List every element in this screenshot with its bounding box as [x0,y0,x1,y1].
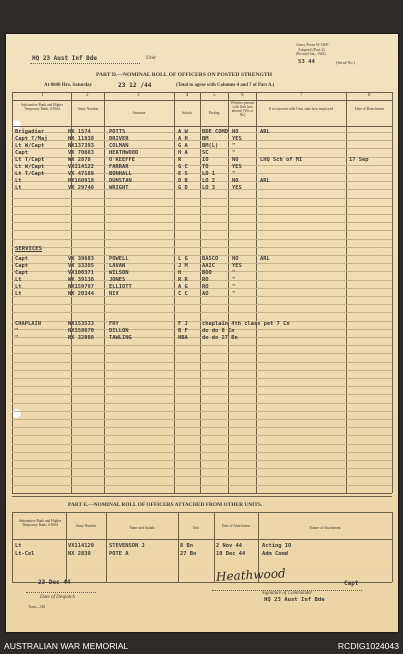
part-e-col-header: Substantive Rank and Higher Temporary Rank, if Held [18,519,62,527]
col-number: 6 [241,93,244,98]
table-cell-number: VX 70883 [68,150,94,156]
ruled-line [12,460,392,461]
table-cell-surname: WRIGHT [109,185,129,191]
unit-value: HQ 23 Aust Inf Bde [32,55,98,62]
table-cell-posting: TO [202,164,209,170]
punch-hole [12,120,21,129]
chaplain-surname: TAWLING [109,335,132,341]
table-cell-present: " [232,171,236,177]
date-prefix: At 0600 Hrs. Saturday [44,83,93,88]
ruled-line [12,411,392,412]
ruled-line [12,362,392,363]
table-cell-posting: BM(L) [202,143,219,149]
table-cell-posting: LO 2 [202,178,215,184]
table-cell-initials: H [178,270,182,276]
col-header: Posting [208,111,220,115]
form-ref-2: Adapted (Part 2) [298,47,325,52]
table-cell-initials: G C [178,164,188,170]
chaplain-initials: F J [178,321,188,327]
table-cell-present: NO [232,129,239,135]
col-number: 2 [86,93,89,98]
table-cell-rank: Lt [15,284,22,290]
col-header: Date of Detachment [355,107,384,111]
chaplain-note: do do 27 Bn [202,335,238,341]
table-cell-surname: DRIVER [109,136,129,142]
table-cell-present: " [232,270,236,276]
chaplain-initials: B F [178,328,188,334]
part-e-title: PART E.—NOMINAL ROLL OF OFFICERS ATTACHED FROM OTHER UNITS. [68,502,263,508]
table-cell-present: NO [232,157,239,163]
table-cell-surname: NIX [109,291,119,297]
table-cell-surname: WILSON [109,270,129,276]
table-cell-surname: ELLIOTT [109,284,132,290]
table-cell-rank: Lt [15,277,22,283]
ruled-line [12,444,392,445]
serial-value: 53 44 [298,59,315,65]
col-number: 4 [186,93,189,98]
ruled-line [12,452,392,453]
date-value: 23 12 /44 [118,82,152,89]
archive-footer [0,638,403,654]
attached-cell-number: NX 2830 [68,550,91,557]
signature-rank: Capt [344,580,359,587]
signature: Heathwood [215,566,287,584]
part-e-col-header: Unit [192,526,200,530]
table-cell-surname: HEATHWOOD [109,150,139,156]
part-e-col-header: Army Number [75,524,97,528]
table-cell-initials: R R [178,277,188,283]
chaplain-note: do do 8 Cn [202,328,235,334]
chaplain-number: NX153533 [68,321,94,327]
table-cell-surname: COLMAN [109,143,129,149]
table-cell-posting: IO [202,157,209,163]
table-cell-employed: ARL [260,129,270,135]
ruled-line [12,427,392,428]
table-cell-initials: L G [178,256,188,262]
table-cell-rank: Capt [15,150,28,156]
table-cell-number: VX114122 [68,164,94,170]
table-cell-rank: Capt [15,256,28,262]
attached-cell-date: 2 Nov 44 [216,543,242,549]
table-cell-present: " [232,277,236,283]
table-cell-rank: Lt W/Capt [15,164,45,170]
ruled-line [12,370,392,371]
archive-reference: RCDIG1024043 [337,641,399,651]
table-cell-rank: Lt [15,291,22,297]
table-cell-present: YES [232,136,242,142]
attached-cell-date: 10 Dec 44 [216,550,246,557]
attached-cell-name: POTE A [109,550,129,557]
ruled-line [12,304,392,305]
attached-cell-unit: 8 Bn [180,543,193,549]
table-cell-present: YES [232,164,242,170]
attached-cell-number: VX114120 [68,543,94,549]
table-cell-surname: JONES [109,277,126,283]
table-cell-initials: J M [178,263,188,269]
date-note: (Total to agree with Columns 4 and 7 of Part A.) [176,83,275,88]
table-cell-posting: AO [202,291,209,297]
ruled-line [12,394,392,395]
table-cell-posting: BDE COMD [202,129,228,135]
table-cell-surname: FARRAR [109,164,129,170]
table-cell-posting: AAIC [202,263,215,269]
chaplain-number: NX 32808 [68,335,94,341]
attached-cell-nature: Acting IO [262,543,292,549]
table-cell-present: YES [232,185,242,191]
table-cell-initials: A H [178,136,188,142]
chaplain-rank: " [15,335,19,341]
table-cell-rank: Lt [15,178,22,184]
attached-cell-rank: Lt-Col [15,550,35,557]
services-label: SERVICES [15,246,42,252]
table-cell-number: NX 20344 [68,291,94,297]
table-cell-initials: C C [178,291,188,297]
commander-unit: HQ 23 Aust Inf Bde [264,597,325,603]
table-cell-initials: E S [178,171,188,177]
ruled-line [12,476,392,477]
document-page [6,34,398,632]
table-cell-posting: LO 3 [202,185,215,191]
table-cell-number: NX160918 [68,178,94,184]
table-cell-surname: POTTS [109,129,126,135]
table-cell-employed: ARL [260,256,270,262]
ruled-line [12,435,392,436]
col-header: Army Number [77,107,99,111]
ruled-line [12,206,392,207]
part-e-col-header: Nature of Attachment [309,526,341,530]
table-cell-present: " [232,284,236,290]
table-cell-present: " [232,150,236,156]
table-cell-surname: LAVAN [109,263,126,269]
table-cell-posting: SC [202,150,209,156]
table-cell-surname: POWELL [109,256,129,262]
table-cell-employed: LHQ Sch of MI [260,157,303,163]
despatch-date: 23 Dec 44 [38,579,71,586]
table-cell-rank: Lt T/Capt [15,171,45,177]
table-cell-number: WX 2878 [68,157,91,163]
table-cell-number: NX159797 [68,284,94,290]
table-cell-number: NX 1574 [68,129,91,135]
table-cell-number: NX137393 [68,143,94,149]
table-cell-posting: BM [202,136,209,142]
chaplain-surname: FRY [109,321,119,327]
chaplain-note: chaplain 4th class pet 7 Cn [202,321,290,327]
chaplain-rank: " [15,328,19,334]
table-cell-present: NO [232,178,239,184]
ruled-line [12,247,392,248]
ruled-line [12,230,392,231]
despatch-label: Date of Despatch [40,595,75,600]
table-cell-initials: D B [178,178,188,184]
col-header: Substantive Rank and Higher Temporary Rank, if Held [20,103,64,111]
table-cell-date: 17 Sep [349,157,369,163]
ruled-line [12,378,392,379]
col-number: 3 [137,93,140,98]
table-cell-number: NX 11838 [68,136,94,142]
table-cell-surname: O'KEEFFE [109,157,135,163]
table-cell-posting: BASCO [202,256,219,262]
form-ref-1: Army Form W.3369 [296,42,329,47]
table-cell-rank: Capt [15,270,28,276]
part-d-title: PART D.—NOMINAL ROLL OF OFFICERS ON POSTED STRENGTH [96,72,272,78]
part-e-col-header: Name and Initials [129,526,155,530]
table-cell-rank: Lt W/Capt [15,143,45,149]
attached-cell-rank: Lt [15,543,22,549]
attached-cell-unit: 27 Bn [180,550,197,557]
col-header: Surname [132,111,146,115]
table-cell-rank: Capt [15,263,28,269]
part-e-col-header: Date of Attachment [221,524,251,528]
unit-label: Unit [146,55,156,61]
table-cell-rank: Lt T/Capt [15,157,45,163]
ruled-line [12,222,392,223]
chaplain-surname: DILLON [109,328,129,334]
table-cell-number: VX 47188 [68,171,94,177]
table-cell-posting: RO [202,277,209,283]
ruled-line [12,239,392,240]
ruled-line [12,312,392,313]
table-cell-rank: Lt [15,185,22,191]
ruled-line [12,214,392,215]
table-cell-rank: Brigadier [15,129,45,135]
table-cell-present: " [232,143,236,149]
col-number: 7 [300,93,303,98]
chaplain-number: NX158670 [68,328,94,334]
table-cell-present: NO [232,256,239,262]
col-header: Whether present with Unit (not absent) (Yes or No) [230,101,255,117]
col-header: If not present with Unit, state how employed [268,107,334,111]
ruled-line [12,386,392,387]
table-cell-employed: ARL [260,178,270,184]
table-cell-number: WX 39138 [68,277,94,283]
table-cell-posting: RO [202,284,209,290]
ruled-line [12,403,392,404]
serial-label: (Serial No.) [336,60,355,65]
table-cell-initials: A W [178,129,188,135]
table-cell-number: VX100371 [68,270,94,276]
commander-label: Signature of Commander [262,591,313,596]
col-number: 5 [213,93,216,98]
ruled-line [12,419,392,420]
table-cell-posting: BOO [202,270,212,276]
attached-cell-nature: Adm Comd [262,550,288,557]
col-header: Initials [182,111,192,115]
ruled-line [12,345,392,346]
form-ref-3: (Revised Jan., 1944) [296,52,326,56]
table-cell-number: VX 33305 [68,263,94,269]
table-cell-initials: A G [178,284,188,290]
chaplain-rank: CHAPLAIN [15,321,41,327]
table-cell-initials: G D [178,185,188,191]
archive-name: AUSTRALIAN WAR MEMORIAL [4,641,129,651]
table-cell-present: " [232,291,236,297]
table-cell-number: VX 29748 [68,185,94,191]
table-cell-surname: DUNSTAN [109,178,132,184]
ruled-line [12,198,392,199]
print-code: Trans—148 [28,605,46,609]
table-cell-surname: BONHALL [109,171,132,177]
table-cell-initials: R [178,157,182,163]
ruled-line [12,468,392,469]
col-number: 8 [368,93,371,98]
ruled-line [12,353,392,354]
table-cell-rank: Capt T/Maj [15,136,48,142]
attached-cell-name: STEVENSON J [109,543,145,549]
table-cell-initials: H A [178,150,188,156]
table-cell-number: VX 39683 [68,256,94,262]
table-cell-posting: LO 1 [202,171,215,177]
col-number: 1 [41,93,44,98]
chaplain-initials: HBA [178,335,188,341]
table-cell-present: YES [232,263,242,269]
table-cell-initials: G A [178,143,188,149]
ruled-line [12,485,392,486]
